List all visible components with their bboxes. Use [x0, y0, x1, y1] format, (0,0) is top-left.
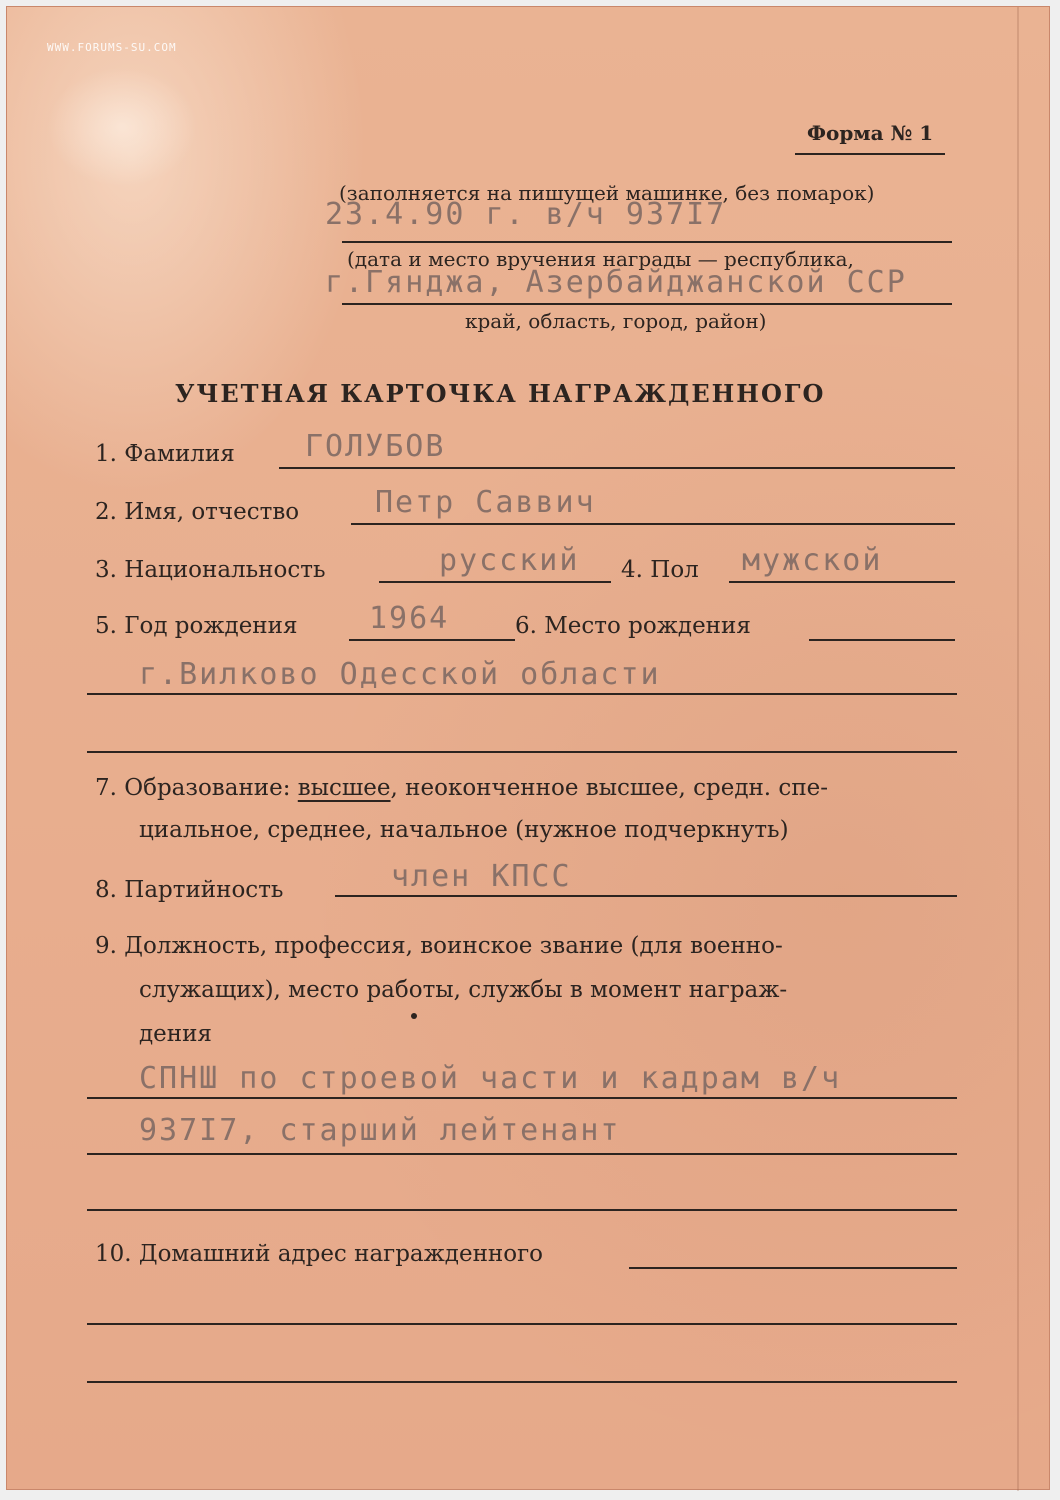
typed-place: г.Гянджа, Азербайджанской ССР: [325, 265, 907, 300]
address-underline-3: [87, 1381, 957, 1383]
position-line-1: 9. Должность, профессия, воинское звание (для военно-: [95, 933, 783, 959]
blank-underline-1: [87, 751, 957, 753]
address-underline-2: [87, 1323, 957, 1325]
name-value: Петр Саввич: [375, 485, 596, 520]
education-line-2: циальное, среднее, начальное (нужное подчеркнуть): [139, 817, 789, 843]
position-line-3: дения: [139, 1021, 212, 1047]
form-number: Форма № 1: [807, 121, 934, 145]
education-options: , неоконченное высшее, средн. спе-: [390, 775, 829, 801]
caption-region: край, область, город, район): [465, 309, 767, 333]
position-value-1: СПНШ по строевой части и кадрам в/ч: [139, 1061, 842, 1096]
party-label: 8. Партийность: [95, 877, 284, 903]
address-label: 10. Домашний адрес награжденного: [95, 1241, 543, 1267]
typed-date-unit: 23.4.90 г. в/ч 937I7: [325, 197, 727, 232]
paper-fold: [1017, 7, 1019, 1491]
party-value: член КПСС: [391, 859, 572, 894]
form-number-underline: [795, 153, 945, 155]
nationality-underline: [379, 581, 611, 583]
sex-underline: [729, 581, 955, 583]
sex-label: 4. Пол: [621, 557, 699, 583]
name-label: 2. Имя, отчество: [95, 499, 300, 525]
birth-place-underline-2: [87, 693, 957, 695]
birth-place-underline: [809, 639, 955, 641]
date-underline: [342, 241, 952, 243]
caption-date-place: (дата и место вручения награды — республика,: [347, 247, 854, 271]
position-line-2: служащих), место работы, службы в момент награж-: [139, 977, 788, 1003]
award-record-card: [6, 6, 1050, 1490]
position-underline-3: [87, 1209, 957, 1211]
education-label: 7. Образование:: [95, 775, 298, 801]
party-underline: [335, 895, 957, 897]
position-value-2: 937I7, старший лейтенант: [139, 1113, 621, 1148]
paper-stain: [47, 67, 197, 187]
position-underline-2: [87, 1153, 957, 1155]
surname-label: 1. Фамилия: [95, 441, 235, 467]
sex-value: мужской: [742, 543, 883, 578]
watermark: WWW.FORUMS-SU.COM: [47, 41, 177, 54]
surname-value: ГОЛУБОВ: [305, 429, 446, 464]
address-underline-1: [629, 1267, 957, 1269]
card-title: УЧЕТНАЯ КАРТОЧКА НАГРАЖДЕННОГО: [175, 379, 826, 408]
birth-year-label: 5. Год рождения: [95, 613, 298, 639]
surname-underline: [279, 467, 955, 469]
birth-year-value: 1964: [369, 601, 450, 636]
fill-instruction: (заполняется на пишущей машинке, без помарок): [339, 181, 875, 205]
nationality-value: русский: [439, 543, 580, 578]
place-underline: [342, 303, 952, 305]
name-underline: [351, 523, 955, 525]
nationality-label: 3. Национальность: [95, 557, 326, 583]
education-selected: высшее: [297, 775, 391, 801]
ink-dot: [411, 1013, 417, 1019]
birth-place-label: 6. Место рождения: [515, 613, 751, 639]
birth-place-value: г.Вилково Одесской области: [139, 657, 661, 692]
position-underline-1: [87, 1097, 957, 1099]
birth-year-underline: [349, 639, 515, 641]
education-line-1: [95, 775, 828, 801]
